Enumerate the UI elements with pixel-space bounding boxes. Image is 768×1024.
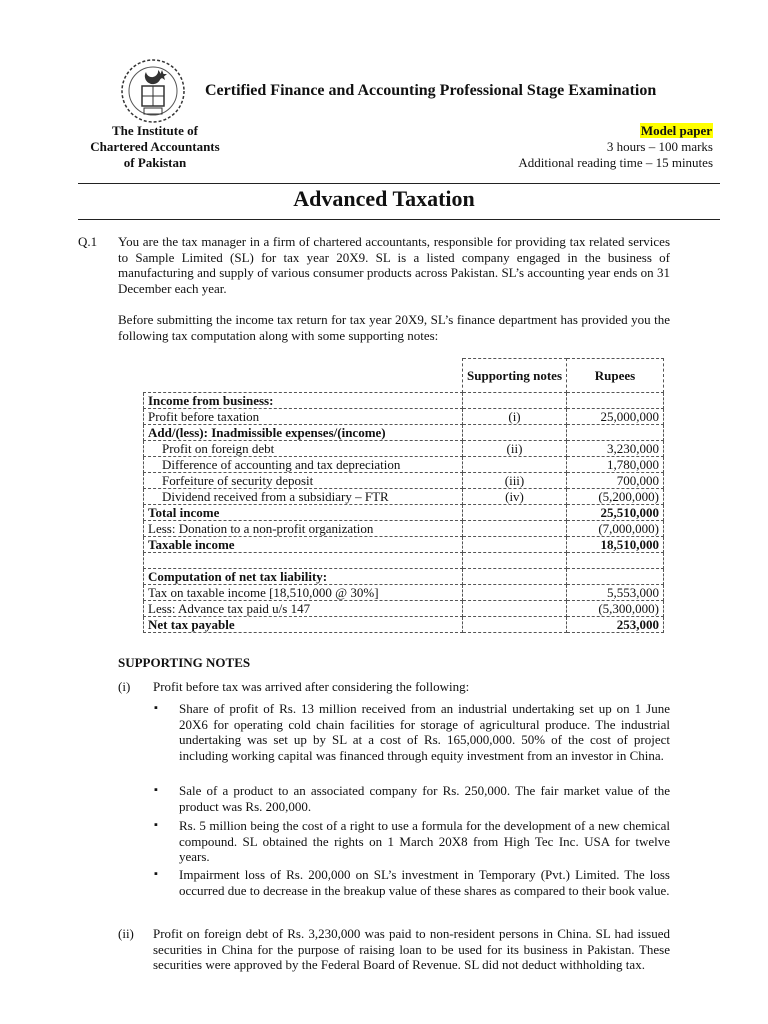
note-1-number: (i) [118,679,131,694]
question-number: Q.1 [78,234,98,249]
question-para-2: Before submitting the income tax return for tax year 20X9, SL’s finance department has provided you the following tax computation along with some supporting notes: [118,312,670,343]
duration: 3 hours – 100 marks [606,139,713,154]
note-1-bullet-1: Share of profit of Rs. 13 million received from an industrial undertaking set up on 1 June 20X6 for operating cold chain facilities for storage of agricultural produce. The industrial undertaking was set up by SL at a cost of Rs. 165,000,000. 50% of the cost of project including working capital was financed through equity investment from an investor in China. [179,701,670,763]
table-row: Less: Advance tax paid u/s 147 (5,300,000) [144,601,664,617]
institute-name [60,123,250,171]
table-row: Difference of accounting and tax depreciation 1,780,000 [144,457,664,473]
note-2-number: (ii) [118,926,134,941]
paper-type-badge: Model paper [640,123,712,138]
table-row: Add/(less): Inadmissible expenses/(income) [144,425,664,441]
table-row: Tax on taxable income [18,510,000 @ 30%] 5,553,000 [144,585,664,601]
bullet-icon: ▪ [154,702,158,714]
institute-line-2: Chartered Accountants [90,139,220,154]
bullet-icon: ▪ [154,784,158,796]
table-row: Net tax payable 253,000 [144,617,664,633]
table-row: Dividend received from a subsidiary – FTR (iv) (5,200,000) [144,489,664,505]
divider-top [78,183,720,184]
question-para-1: You are the tax manager in a firm of chartered accountants, responsible for providing tax related services to Sample Limited (SL) for tax year 20X9. SL is a listed company engaged in the business of manufacturing and supply of various consumer products across Pakistan. SL’s accounting year ends on 31 December each year. [118,234,670,296]
table-row: Computation of net tax liability: [144,569,664,585]
supporting-notes-title: SUPPORTING NOTES [118,655,251,670]
reading-time: Additional reading time – 15 minutes [518,155,713,170]
institute-line-3: of Pakistan [123,155,187,170]
tax-computation-table [143,358,664,633]
table-row: Less: Donation to a non-profit organization (7,000,000) [144,521,664,537]
bullet-icon: ▪ [154,819,158,831]
table-row: Profit before taxation (i) 25,000,000 [144,409,664,425]
institute-line-1: The Institute of [112,123,198,138]
icap-logo-seal [120,58,186,124]
bullet-icon: ▪ [154,868,158,880]
exam-title: Certified Finance and Accounting Professional Stage Examination [205,82,657,99]
note-1-intro: Profit before tax was arrived after considering the following: [153,679,470,694]
note-1-bullet-3: Rs. 5 million being the cost of a right to use a formula for the development of a new chemical compound. SL obtained the rights on 1 March 20X8 from High Tec Inc. USA for twelve years. [179,818,670,864]
header-rupees: Rupees [567,359,664,393]
table-row: Total income 25,510,000 [144,505,664,521]
table-row-spacer [144,553,664,569]
table-header-row [144,359,664,393]
note-1-bullet-2: Sale of a product to an associated company for Rs. 250,000. The fair market value of the product was Rs. 200,000. [179,783,670,814]
table-row: Income from business: [144,393,664,409]
header-supporting-notes: Supporting notes [463,359,567,393]
paper-info [518,123,713,171]
note-2-text: Profit on foreign debt of Rs. 3,230,000 was paid to non-resident persons in China. SL had issued securities in China for the purpose of raising loan to be used for its business in Pakistan. These securities were approved by the Federal Board of Revenue. SL did not deduct withholding tax. [153,926,670,972]
subject-title: Advanced Taxation [293,186,475,211]
note-1-bullet-4: Impairment loss of Rs. 200,000 on SL’s investment in Temporary (Pvt.) Limited. The loss occurred due to decrease in the breakup value of these shares as compared to their book value. [179,867,670,898]
table-row: Profit on foreign debt (ii) 3,230,000 [144,441,664,457]
divider-bottom [78,219,720,220]
table-row: Taxable income 18,510,000 [144,537,664,553]
table-row: Forfeiture of security deposit (iii) 700,000 [144,473,664,489]
